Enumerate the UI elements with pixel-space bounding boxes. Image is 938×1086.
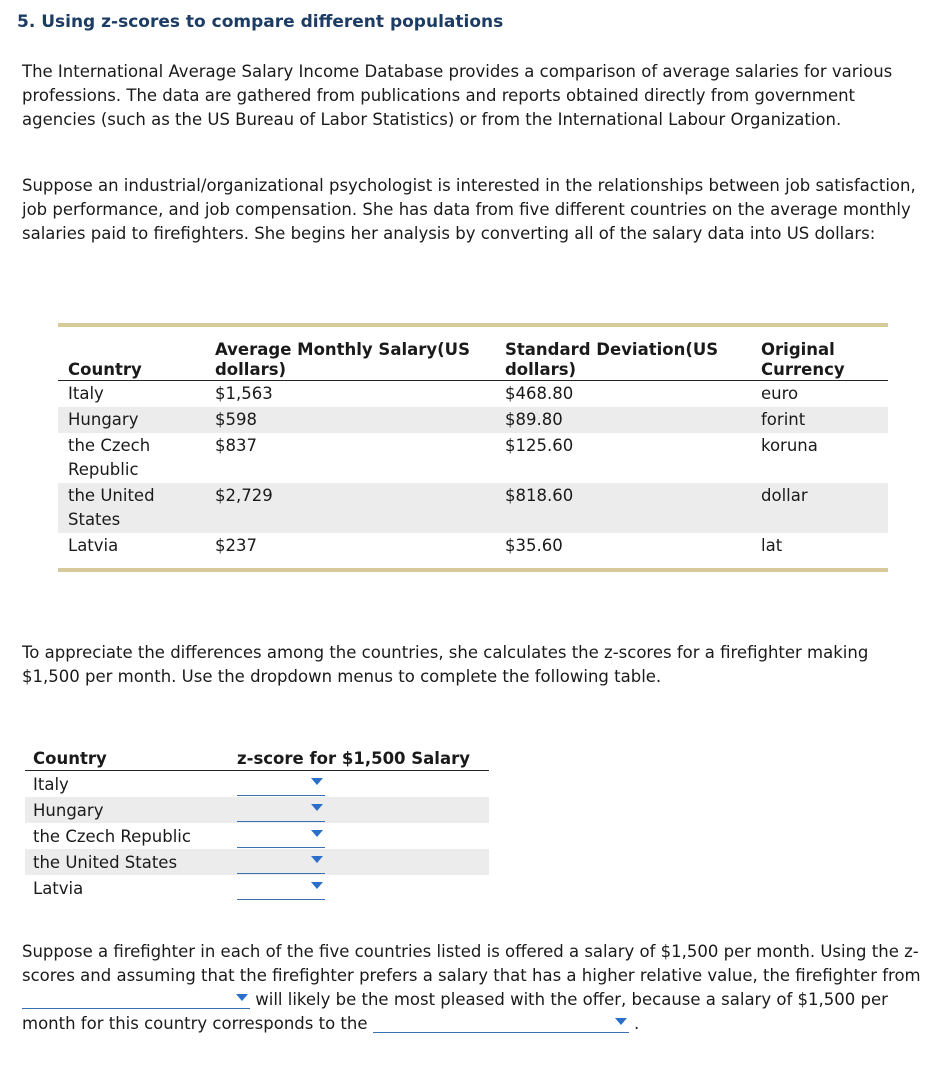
header-country: Country bbox=[25, 748, 229, 771]
country-cell: the United States bbox=[58, 483, 205, 533]
conclusion-text-3: . bbox=[634, 1014, 640, 1033]
chevron-down-icon bbox=[236, 994, 248, 1001]
chevron-down-icon bbox=[311, 882, 323, 889]
country-cell: Latvia bbox=[33, 878, 84, 898]
page-title: 5. Using z-scores to compare different populations bbox=[17, 12, 504, 32]
conclusion-paragraph bbox=[22, 940, 922, 1036]
sd-cell: $818.60 bbox=[495, 483, 751, 533]
salary-cell: $2,729 bbox=[205, 483, 495, 533]
position-choice-dropdown[interactable] bbox=[373, 1014, 629, 1033]
header-zscore: z-score for $1,500 Salary bbox=[229, 748, 489, 771]
zscore-cell bbox=[229, 823, 489, 849]
country-choice-dropdown[interactable] bbox=[22, 990, 250, 1009]
zscore-cell bbox=[229, 875, 489, 901]
header-country: Country bbox=[58, 340, 205, 381]
zscore-dropdown-latvia[interactable] bbox=[237, 877, 325, 900]
country-cell: Italy bbox=[33, 774, 69, 794]
table-row bbox=[25, 771, 489, 798]
table-row bbox=[25, 797, 489, 823]
table-row bbox=[58, 483, 888, 533]
country-cell: Latvia bbox=[68, 536, 119, 555]
sd-cell: $89.80 bbox=[495, 407, 751, 433]
salary-cell: $837 bbox=[215, 436, 257, 455]
salary-cell: $237 bbox=[215, 536, 257, 555]
header-salary: Average Monthly Salary(US dollars) bbox=[205, 340, 495, 381]
zscore-table-header bbox=[25, 748, 489, 771]
currency-cell: lat bbox=[761, 536, 783, 555]
currency-cell: dollar bbox=[751, 483, 888, 533]
scenario-paragraph: Suppose an industrial/organizational psychologist is interested in the relationships between job satisfaction, job performance, and job compensation. She has data from five different countries on the average monthly salaries paid to firefighters. She begins her analysis by converting all of the salary data into US dollars: bbox=[22, 176, 916, 243]
zscore-cell bbox=[229, 849, 489, 875]
salary-cell: $1,563 bbox=[215, 384, 273, 403]
table-row bbox=[58, 433, 888, 483]
table-row bbox=[25, 849, 489, 875]
salary-cell: $598 bbox=[205, 407, 495, 433]
sd-cell: $35.60 bbox=[505, 536, 563, 555]
table-row bbox=[58, 407, 888, 433]
currency-cell: euro bbox=[761, 384, 799, 403]
sd-cell: $468.80 bbox=[505, 384, 574, 403]
zscore-dropdown-italy[interactable] bbox=[237, 773, 325, 796]
country-cell: Hungary bbox=[25, 797, 229, 823]
chevron-down-icon bbox=[311, 778, 323, 785]
zscore-cell bbox=[229, 797, 489, 823]
zscore-table bbox=[25, 748, 489, 901]
currency-cell: forint bbox=[751, 407, 888, 433]
chevron-down-icon bbox=[311, 804, 323, 811]
table-row bbox=[25, 823, 489, 849]
salary-table bbox=[58, 323, 888, 572]
sd-cell: $125.60 bbox=[505, 436, 574, 455]
country-cell: the Czech Republic bbox=[33, 826, 191, 846]
table-row bbox=[58, 381, 888, 408]
conclusion-text-1: Suppose a firefighter in each of the five countries listed is offered a salary of $1,500 per month. Using the z-scores and assuming that the firefighter prefers a salary that has a higher relative value, the firefighter from bbox=[22, 942, 921, 985]
header-sd: Standard Deviation(US dollars) bbox=[495, 340, 751, 381]
country-cell: the Czech Republic bbox=[68, 436, 151, 479]
currency-cell: koruna bbox=[761, 436, 818, 455]
table-row bbox=[58, 533, 888, 559]
chevron-down-icon bbox=[311, 830, 323, 837]
zscore-cell bbox=[229, 771, 489, 798]
chevron-down-icon bbox=[615, 1018, 627, 1025]
instruction-paragraph: To appreciate the differences among the countries, she calculates the z-scores for a firefighter making $1,500 per month. Use the dropdown menus to complete the following table. bbox=[22, 643, 869, 686]
zscore-dropdown-hungary[interactable] bbox=[237, 799, 325, 822]
country-cell: the United States bbox=[25, 849, 229, 875]
intro-paragraph: The International Average Salary Income Database provides a comparison of average salaries for various professions. The data are gathered from publications and reports obtained directly from government agencies (such as the US Bureau of Labor Statistics) or from the International Labour Organization. bbox=[22, 62, 893, 129]
zscore-dropdown-united-states[interactable] bbox=[237, 851, 325, 874]
conclusion-text-2: will likely be the most pleased with the offer, because a salary of $1,500 per month for this country corresponds to the bbox=[22, 990, 888, 1033]
zscore-dropdown-czech-republic[interactable] bbox=[237, 825, 325, 848]
table-row bbox=[25, 875, 489, 901]
country-cell: Hungary bbox=[58, 407, 205, 433]
header-currency: Original Currency bbox=[751, 340, 888, 381]
country-cell: Italy bbox=[68, 384, 104, 403]
salary-table-header bbox=[58, 340, 888, 381]
chevron-down-icon bbox=[311, 856, 323, 863]
